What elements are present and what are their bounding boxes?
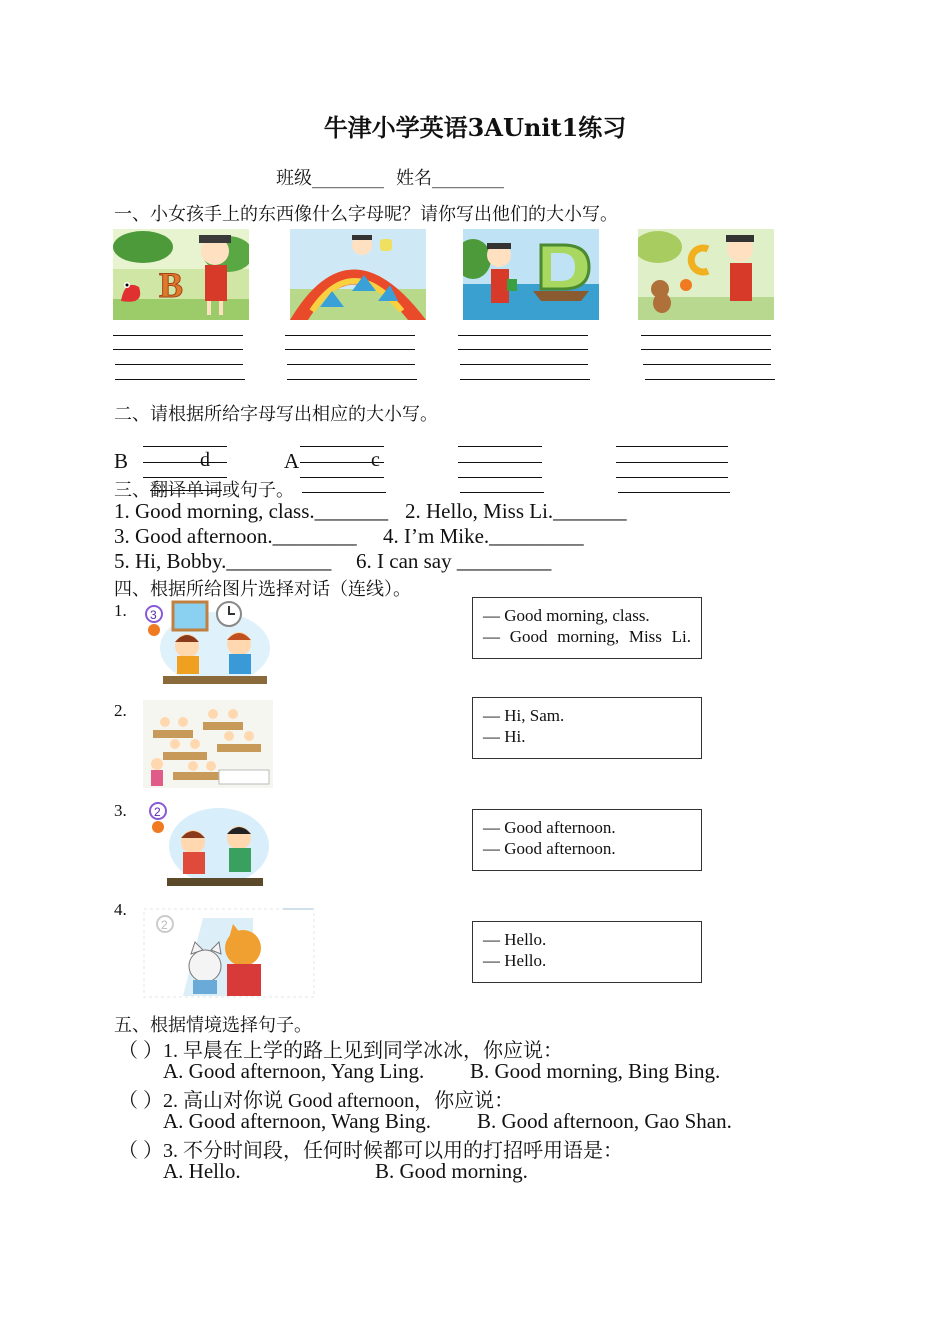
s4-number-2: 2.	[114, 701, 127, 720]
dialogue-2-line-1: — Hi, Sam.	[483, 706, 565, 725]
s5-q1-option-a: A. Good afternoon, Yang Ling.	[163, 1059, 425, 1083]
dialogue-3-line-2: — Good afternoon.	[483, 839, 616, 858]
s5-q3-option-a: A. Hello.	[163, 1159, 241, 1183]
letter-d: d	[200, 449, 210, 471]
s5-question-2: （ ）2. 高山对你说 Good afternoon，你应说：	[118, 1090, 515, 1112]
section2-heading: 二、请根据所给字母写出相应的大小写。	[114, 404, 438, 425]
badge-number-3: 3	[150, 608, 157, 622]
dialogue-box-1[interactable]	[472, 597, 702, 659]
s5-question-1: （ ）1. 早晨在上学的路上见到同学冰冰，你应说：	[118, 1040, 563, 1062]
s5-q3-option-b: B. Good morning.	[375, 1159, 528, 1183]
girl-letter-d-image	[463, 229, 599, 320]
letter-b: B	[114, 449, 129, 473]
section5-heading: 五、根据情境选择句子。	[114, 1015, 312, 1036]
cat-and-tiger-image	[143, 908, 315, 998]
section4-heading: 四、根据所给图片选择对话（连线）。	[114, 579, 411, 600]
dialogue-box-3[interactable]	[472, 809, 702, 871]
svg-text:B: B	[159, 265, 184, 305]
class-field-label: 班级________	[276, 168, 384, 189]
letter-a: A	[284, 449, 300, 473]
girl-letter-b-image	[113, 229, 249, 320]
boys-afternoon-image	[143, 800, 270, 888]
s3-question-4: 4. I’m Mike._________	[383, 524, 584, 548]
s5-q2-option-b: B. Good afternoon, Gao Shan.	[477, 1109, 732, 1133]
s4-number-3: 3.	[114, 801, 127, 820]
girl-letter-c-image	[638, 229, 774, 320]
s3-question-3: 3. Good afternoon.________	[114, 524, 357, 548]
s3-question-1: 1. Good morning, class._______	[114, 499, 389, 523]
boys-greeting-image	[143, 596, 270, 686]
dialogue-2-line-2: — Hi.	[483, 727, 526, 746]
dialogue-1-line-1: — Good morning, class.	[483, 606, 650, 625]
s5-q1-option-b: B. Good morning, Bing Bing.	[470, 1059, 721, 1083]
s4-number-1: 1.	[114, 601, 127, 620]
letter-c: c	[371, 449, 380, 471]
s3-question-2: 2. Hello, Miss Li._______	[405, 499, 627, 523]
badge-number-2a: 2	[154, 805, 161, 819]
s3-question-5: 5. Hi, Bobby.__________	[114, 549, 332, 573]
name-field-label: 姓名________	[396, 168, 504, 189]
classroom-image	[143, 700, 273, 788]
dialogue-4-line-1: — Hello.	[483, 930, 547, 949]
s5-q2-option-a: A. Good afternoon, Wang Bing.	[163, 1109, 431, 1133]
s4-number-4: 4.	[114, 900, 127, 919]
page-title: 牛津小学英语3AUnit1练习	[323, 113, 627, 142]
s3-question-6: 6. I can say _________	[356, 549, 552, 573]
dialogue-4-line-2: — Hello.	[483, 951, 547, 970]
dialogue-box-4[interactable]	[472, 921, 702, 983]
slide-letter-a-image	[290, 229, 426, 320]
dialogue-box-2[interactable]	[472, 697, 702, 759]
badge-number-2b: 2	[161, 918, 168, 932]
dialogue-1-line-2: — Good morning, Miss Li.	[483, 627, 691, 646]
dialogue-3-line-1: — Good afternoon.	[483, 818, 616, 837]
s5-question-3: （ ）3. 不分时间段，任何时候都可以用的打招呼用语是：	[118, 1140, 623, 1162]
section1-heading: 一、小女孩手上的东西像什么字母呢？请你写出他们的大小写。	[114, 204, 618, 225]
section3-heading: 三、翻译单词或句子。	[114, 480, 294, 501]
